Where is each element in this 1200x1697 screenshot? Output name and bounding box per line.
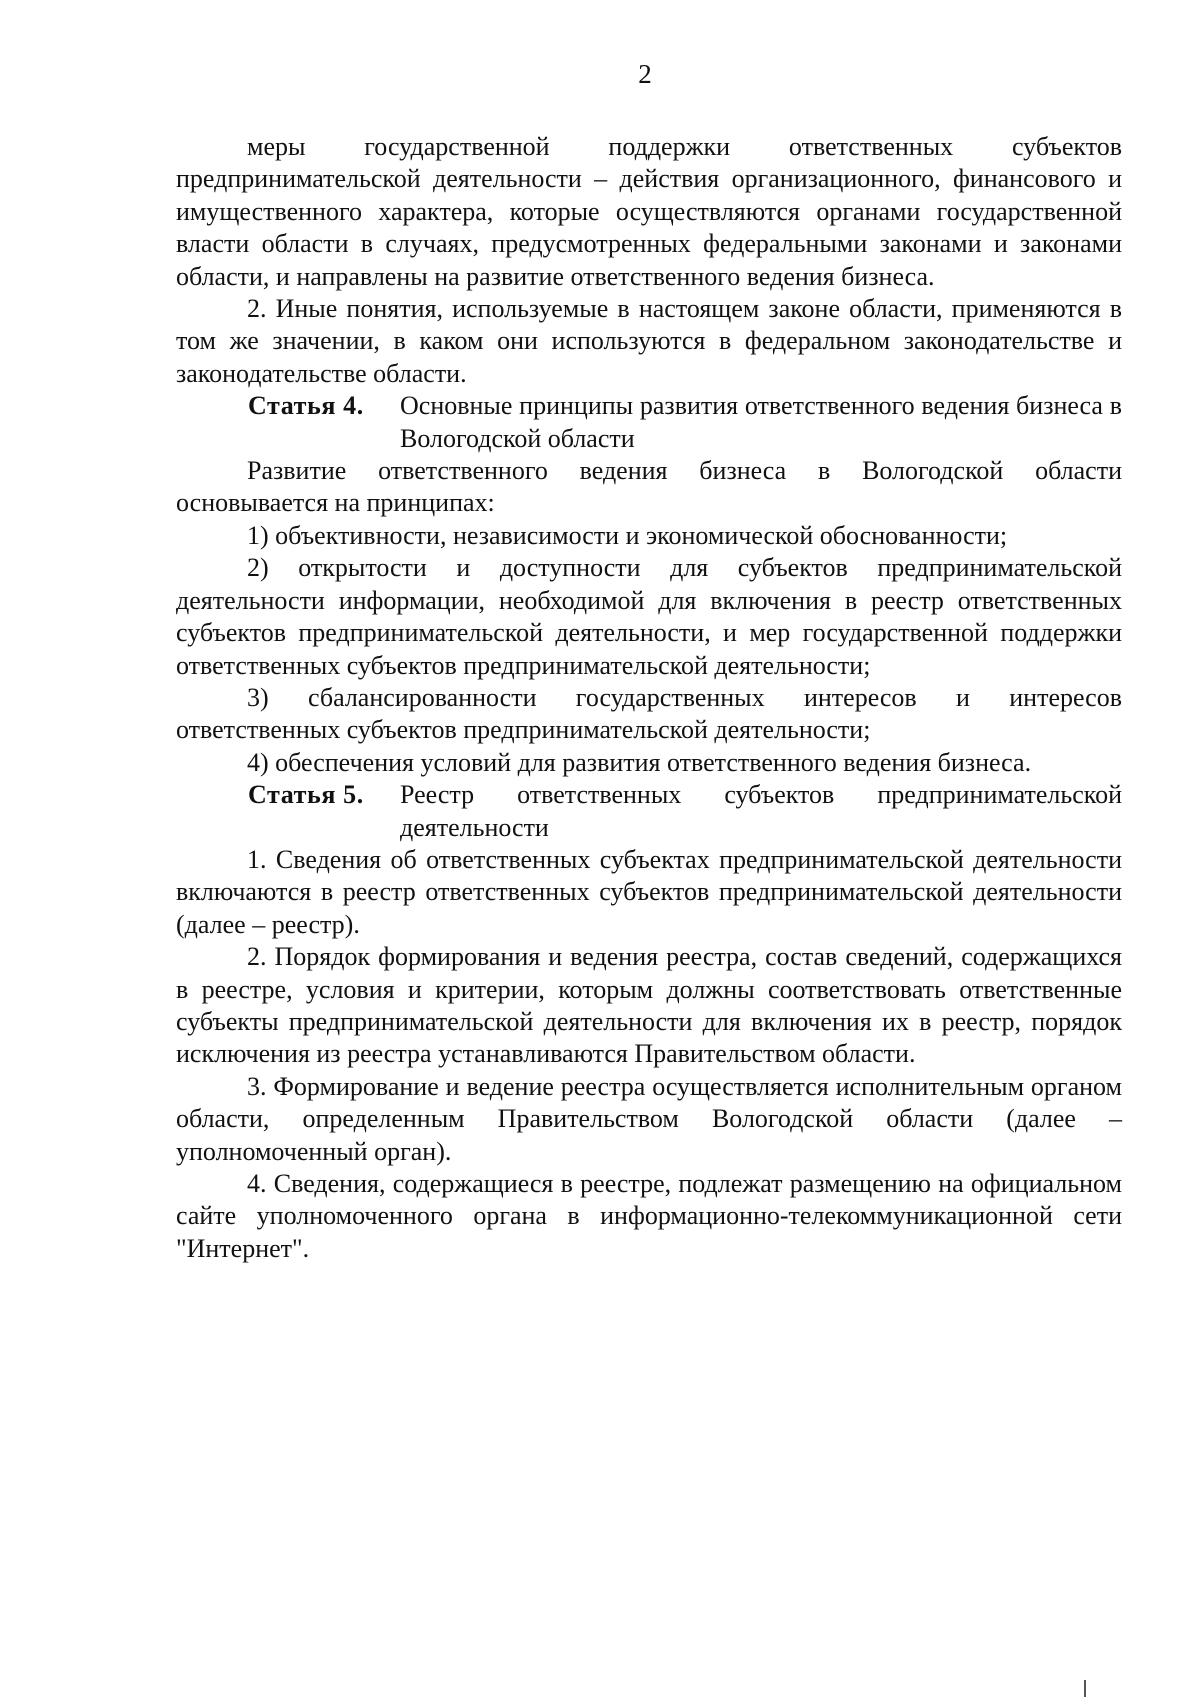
- article-4-label: Статья 4.: [248, 391, 364, 421]
- article-4-title: Основные принципы развития ответственного ведения бизнеса в Вологодской области: [400, 391, 1122, 453]
- article-5-paragraph-1: 1. Сведения об ответственных субъектах предпринимательской деятельности включаются в реестр ответственных субъектов предпринимательской деятельности (далее – реестр).: [176, 844, 1122, 939]
- article-4-principle-2: 2) открытости и доступности для субъектов предпринимательской деятельности информации, необходимой для включения в реестр ответственных субъектов предпринимательской деятельности, и мер государственной поддержки ответственных субъектов предпринимательской деятельности;: [176, 553, 1122, 680]
- document-body: [176, 131, 1122, 1265]
- article-5-paragraph-4: 4. Сведения, содержащиеся в реестре, подлежат размещению на официальном сайте уполномоченного органа в информационно-телекоммуникационной сети "Интернет".: [176, 1169, 1122, 1263]
- article-4-principle-3: 3) сбалансированности государственных интересов и интересов ответственных субъектов предпринимательской деятельности;: [176, 682, 1122, 745]
- paragraph-other-concepts: 2. Иные понятия, используемые в настоящем законе области, применяются в том же значении, в каком они используются в федеральном законодательстве и законодательстве области.: [176, 294, 1122, 388]
- page-number: 2: [638, 59, 652, 89]
- article-5-label: Статья 5.: [248, 780, 364, 810]
- article-5-paragraph-3: 3. Формирование и ведение реестра осуществляется исполнительным органом области, определенным Правительством Вологодской области (далее – уполномоченный орган).: [176, 1071, 1122, 1166]
- paragraph-support-measures-definition: меры государственной поддержки ответственных субъектов предпринимательской деятельности – действия организационного, финансового и имущественного характера, которые осуществляются органами государственной власти области в случаях, предусмотренных федеральными законами и законами области, и направлены на развитие ответственного ведения бизнеса.: [176, 132, 1122, 291]
- article-4-principle-1: 1) объективности, независимости и экономической обоснованности;: [247, 520, 1008, 550]
- article-4-heading: [248, 390, 1122, 455]
- article-5-heading: [248, 779, 1122, 844]
- article-4-paragraph-intro: Развитие ответственного ведения бизнеса в Вологодской области основывается на принципах:: [176, 456, 1122, 518]
- article-5-title: Реестр ответственных субъектов предпринимательской деятельности: [400, 780, 1122, 842]
- scan-mark: [1084, 1680, 1086, 1697]
- article-5-paragraph-2: 2. Порядок формирования и ведения реестра, состав сведений, содержащихся в реестре, условия и критерии, которым должны соответствовать ответственные субъекты предпринимательской деятельности для включения их в реестр, порядок исключения из реестра устанавливаются Правительством области.: [176, 942, 1122, 1069]
- article-4-principle-4: 4) обеспечения условий для развития ответственного ведения бизнеса.: [247, 747, 1032, 777]
